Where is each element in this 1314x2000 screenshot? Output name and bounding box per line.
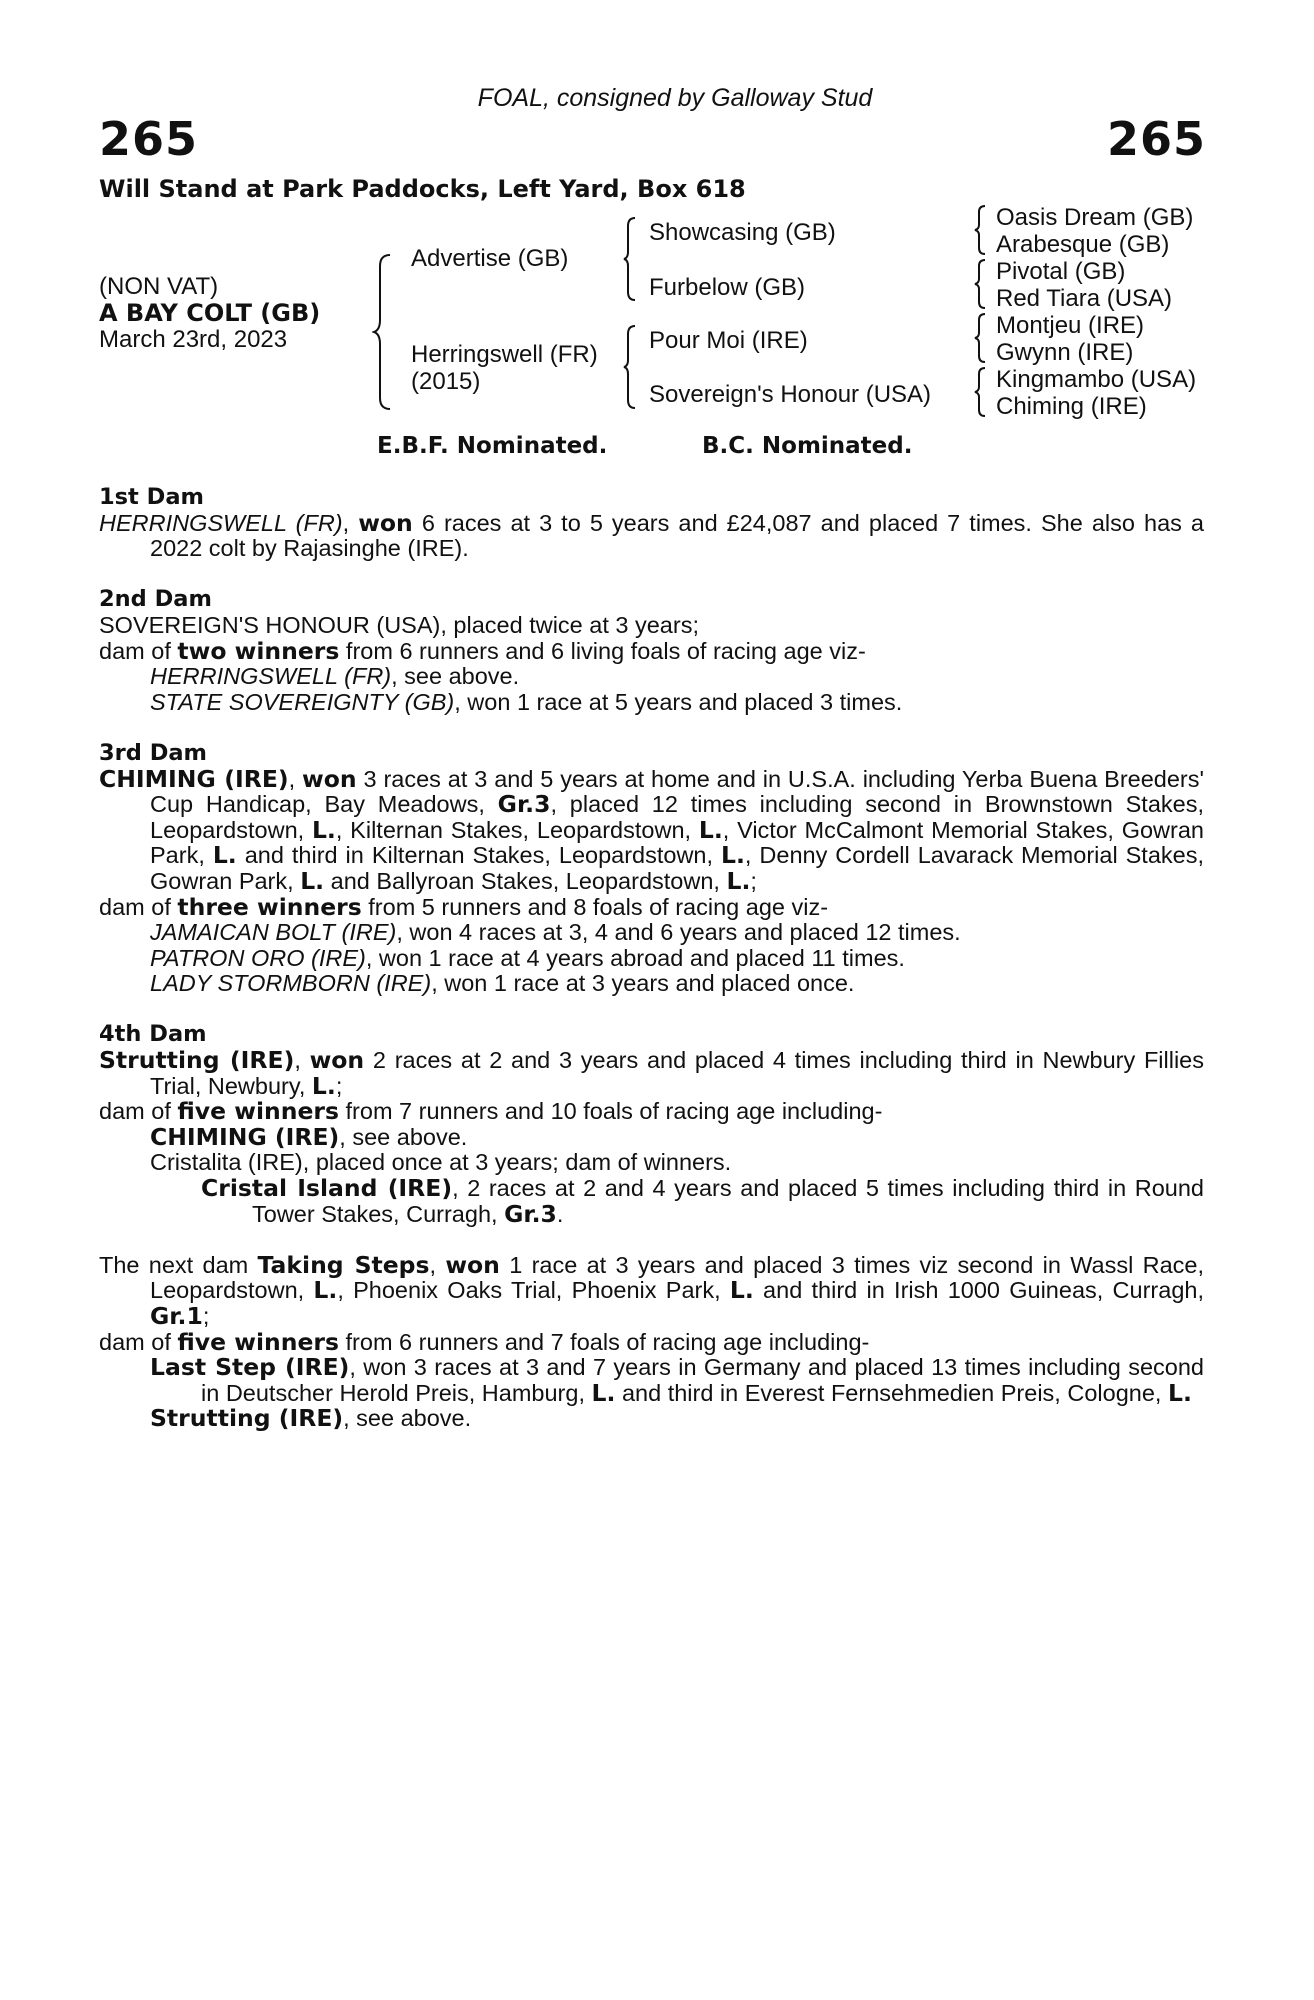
second-dam-heading: 2nd Dam [99, 586, 212, 613]
second-dam-produce-summary: dam of two winners from 6 runners and 6 living foals of racing age viz- [99, 636, 866, 665]
pedigree-g3-2: Arabesque (GB) [996, 231, 1170, 258]
horse-name: A BAY COLT (GB) [99, 299, 321, 327]
fourth-dam-grand-progeny: Cristal Island (IRE), 2 races at 2 and 4 years and placed 5 times including third in Round Tower Stakes, Curragh, Gr.3. [201, 1174, 1204, 1228]
fourth-dam-progeny: CHIMING (IRE), see above. [150, 1122, 468, 1151]
third-dam-progeny: PATRON ORO (IRE), won 1 race at 4 years abroad and placed 11 times. [150, 944, 905, 971]
date-of-birth: March 23rd, 2023 [99, 326, 288, 353]
pedigree-brace-dam [622, 324, 638, 410]
pedigree-brace-g3-1 [972, 204, 988, 256]
vat-status: (NON VAT) [99, 273, 219, 300]
lot-number-left: 265 [99, 112, 199, 166]
third-dam-heading: 3rd Dam [99, 739, 207, 766]
pedigree-dam-sire: Pour Moi (IRE) [649, 327, 808, 354]
lot-number-right: 265 [1106, 112, 1206, 166]
bc-nomination: B.C. Nominated. [702, 433, 913, 459]
second-dam-progeny: HERRINGSWELL (FR), see above. [150, 663, 520, 690]
pedigree-g3-8: Chiming (IRE) [996, 393, 1147, 420]
second-dam-progeny: STATE SOVEREIGNTY (GB), won 1 race at 5 years and placed 3 times. [150, 688, 903, 715]
fourth-dam-progeny: Cristalita (IRE), placed once at 3 years; dam of winners. [150, 1149, 732, 1176]
pedigree-dam: Herringswell (FR) [411, 341, 598, 368]
pedigree-g3-3: Pivotal (GB) [996, 258, 1126, 285]
pedigree-brace-g3-2 [972, 258, 988, 310]
pedigree-dam-year: (2015) [411, 368, 481, 395]
pedigree-dam-dam: Sovereign's Honour (USA) [649, 381, 932, 408]
pedigree-g3-6: Gwynn (IRE) [996, 339, 1134, 366]
third-dam-entry: CHIMING (IRE), won 3 races at 3 and 5 years at home and in U.S.A. including Yerba Buena Breeders' Cup Handicap, Bay Meadows, Gr.3, placed 12 times including second in Brownstown Stakes, Leopardstown, L., Kilternan Stakes, Leopardstown, L., Victor McCalmont Memorial Stakes, Gowran Park, L. and third in Kilternan Stakes, Leopardstown, L., Denny Cordell Lavarack Memorial Stakes, Gowran Park, L. and Ballyroan Stakes, Leopardstown, L.; [99, 764, 1204, 895]
next-dam-progeny: Strutting (IRE), see above. [150, 1404, 472, 1433]
pedigree-g3-5: Montjeu (IRE) [996, 312, 1145, 339]
stand-location: Will Stand at Park Paddocks, Left Yard, Box 618 [99, 175, 746, 203]
pedigree-sire: Advertise (GB) [411, 245, 569, 272]
pedigree-g3-1: Oasis Dream (GB) [996, 204, 1194, 231]
catalogue-subtitle: FOAL, consigned by Galloway Stud [477, 84, 873, 112]
pedigree-sire-sire: Showcasing (GB) [649, 219, 836, 246]
first-dam-heading: 1st Dam [99, 484, 204, 510]
next-dam-produce-summary: dam of five winners from 6 runners and 7 foals of racing age including- [99, 1327, 870, 1356]
fourth-dam-heading: 4th Dam [99, 1021, 207, 1048]
dam-history [99, 485, 1204, 1432]
pedigree-brace-g3-3 [972, 312, 988, 364]
pedigree-g3-7: Kingmambo (USA) [996, 366, 1197, 393]
pedigree-sire-dam: Furbelow (GB) [649, 274, 806, 301]
fourth-dam-produce-summary: dam of five winners from 7 runners and 10 foals of racing age including- [99, 1097, 883, 1126]
next-dam-progeny: Last Step (IRE), won 3 races at 3 and 7 years in Germany and placed 13 times including second in Deutscher Herold Preis, Hamburg, L. and third in Everest Fernsehmedien Preis, Cologne, L. [150, 1353, 1204, 1407]
pedigree-brace-main [372, 252, 394, 412]
ebf-nomination: E.B.F. Nominated. [377, 433, 608, 459]
second-dam-entry: SOVEREIGN'S HONOUR (USA), placed twice at 3 years; [99, 611, 699, 638]
next-dam-entry: The next dam Taking Steps, won 1 race at 3 years and placed 3 times viz second in Wassl Race, Leopardstown, L., Phoenix Oaks Trial, Phoenix Park, L. and third in Irish 1000 Guineas, Curragh, Gr.1; [99, 1250, 1204, 1330]
first-dam-entry: HERRINGSWELL (FR), won 6 races at 3 to 5 years and £24,087 and placed 7 times. She also has a 2022 colt by Rajasinghe (IRE). [99, 508, 1204, 562]
third-dam-progeny: LADY STORMBORN (IRE), won 1 race at 3 years and placed once. [150, 970, 855, 997]
pedigree-g3-4: Red Tiara (USA) [996, 285, 1173, 312]
fourth-dam-entry: Strutting (IRE), won 2 races at 2 and 3 years and placed 4 times including third in Newbury Fillies Trial, Newbury, L.; [99, 1046, 1205, 1100]
third-dam-progeny: JAMAICAN BOLT (IRE), won 4 races at 3, 4 and 6 years and placed 12 times. [150, 919, 961, 946]
pedigree-brace-g3-4 [972, 366, 988, 418]
pedigree-brace-sire [622, 216, 638, 302]
third-dam-produce-summary: dam of three winners from 5 runners and 8 foals of racing age viz- [99, 892, 829, 921]
